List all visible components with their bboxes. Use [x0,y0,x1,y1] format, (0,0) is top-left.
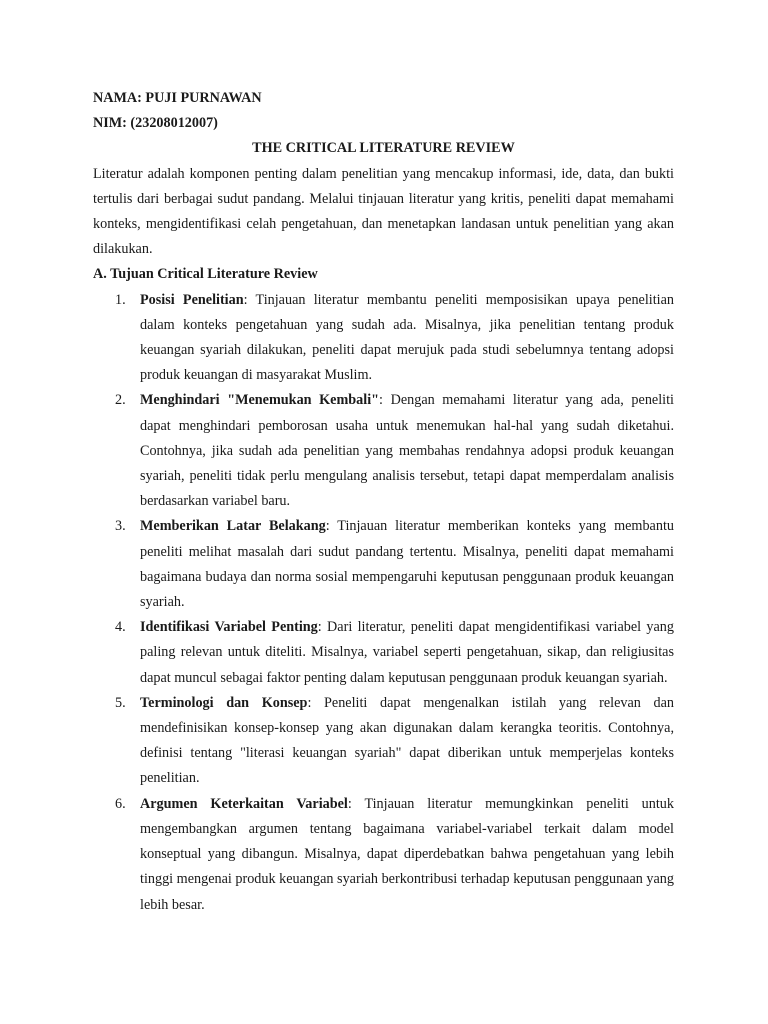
list-item-term: Terminologi dan Konsep [140,694,308,711]
list-item-number: 6. [115,795,126,812]
list-item-text: : Tinjauan literatur membantu peneliti memposisikan upaya penelitian dalam konteks pengetahuan yang sudah ada. Misalnya, jika penelitian tentang produk keuangan syariah dilakukan, peneliti dapat merujuk pada studi sebelumnya tentang adopsi produk keuangan di masyarakat Muslim. [140,291,674,384]
list-item [93,514,674,615]
list-item [93,792,674,918]
list-item-text: : Dari literatur, peneliti dapat mengidentifikasi variabel yang paling relevan untuk diteliti. Misalnya, variabel seperti pengetahuan, sikap, dan religiusitas dapat muncul sebagai faktor penting dalam keputusan penggunaan produk keuangan syariah. [140,619,674,686]
list-item-term: Menghindari "Menemukan Kembali" [140,392,380,409]
list-item-text: : Dengan memahami literatur yang ada, peneliti dapat menghindari pemborosan usaha untuk menemukan hal-hal yang sudah diketahui. Contohnya, jika sudah ada penelitian yang membahas rendahnya adopsi produk keuangan syariah, peneliti tidak perlu mengulang analisis tersebut, tetapi dapat memperdalam analisis berdasarkan variabel baru. [140,392,674,510]
objectives-list [93,288,674,918]
list-item [93,691,674,792]
section-a-heading: A. Tujuan Critical Literature Review [93,266,318,283]
list-item-term: Memberikan Latar Belakang [140,518,326,535]
list-item [93,288,674,389]
list-item-number: 5. [115,694,126,711]
list-item-text: : Tinjauan literatur memungkinkan peneliti untuk mengembangkan argumen tentang bagaimana variabel-variabel terkait dalam model konseptual yang dibangun. Misalnya, dapat diperdebatkan bahwa pengetahuan yang lebih tinggi mengenai produk keuangan syariah berkontribusi terhadap keputusan penggunaan yang lebih besar. [140,795,674,913]
list-item-number: 3. [115,518,126,535]
list-item-text: : Peneliti dapat mengenalkan istilah yang relevan dan mendefinisikan konsep-konsep yang akan digunakan dalam kerangka teoritis. Contohnya, definisi tentang "literasi keuangan syariah" dapat diberikan untuk memperjelas konteks penelitian. [140,694,674,787]
student-nim: NIM: (23208012007) [93,115,218,132]
list-item-text: : Tinjauan literatur memberikan konteks yang membantu peneliti melihat masalah dari sudut pandang tertentu. Misalnya, peneliti dapat memahami bagaimana budaya dan norma sosial mempengaruhi keputusan penggunaan produk keuangan syariah. [140,518,674,611]
list-item-number: 4. [115,619,126,636]
document-title: THE CRITICAL LITERATURE REVIEW [252,140,515,157]
intro-paragraph: Literatur adalah komponen penting dalam penelitian yang mencakup informasi, ide, data, dan bukti tertulis dari berbagai sudut pandang. Melalui tinjauan literatur yang kritis, peneliti dapat memahami konteks, mengidentifikasi celah pengetahuan, dan menetapkan landasan untuk penelitian yang akan dilakukan. [93,165,674,258]
list-item-number: 2. [115,392,126,409]
list-item [93,615,674,691]
list-item-number: 1. [115,291,126,308]
list-item-term: Posisi Penelitian [140,291,244,308]
student-name: NAMA: PUJI PURNAWAN [93,90,262,106]
list-item-term: Identifikasi Variabel Penting [140,619,318,636]
list-item [93,388,674,514]
list-item-term: Argumen Keterkaitan Variabel [140,795,348,812]
